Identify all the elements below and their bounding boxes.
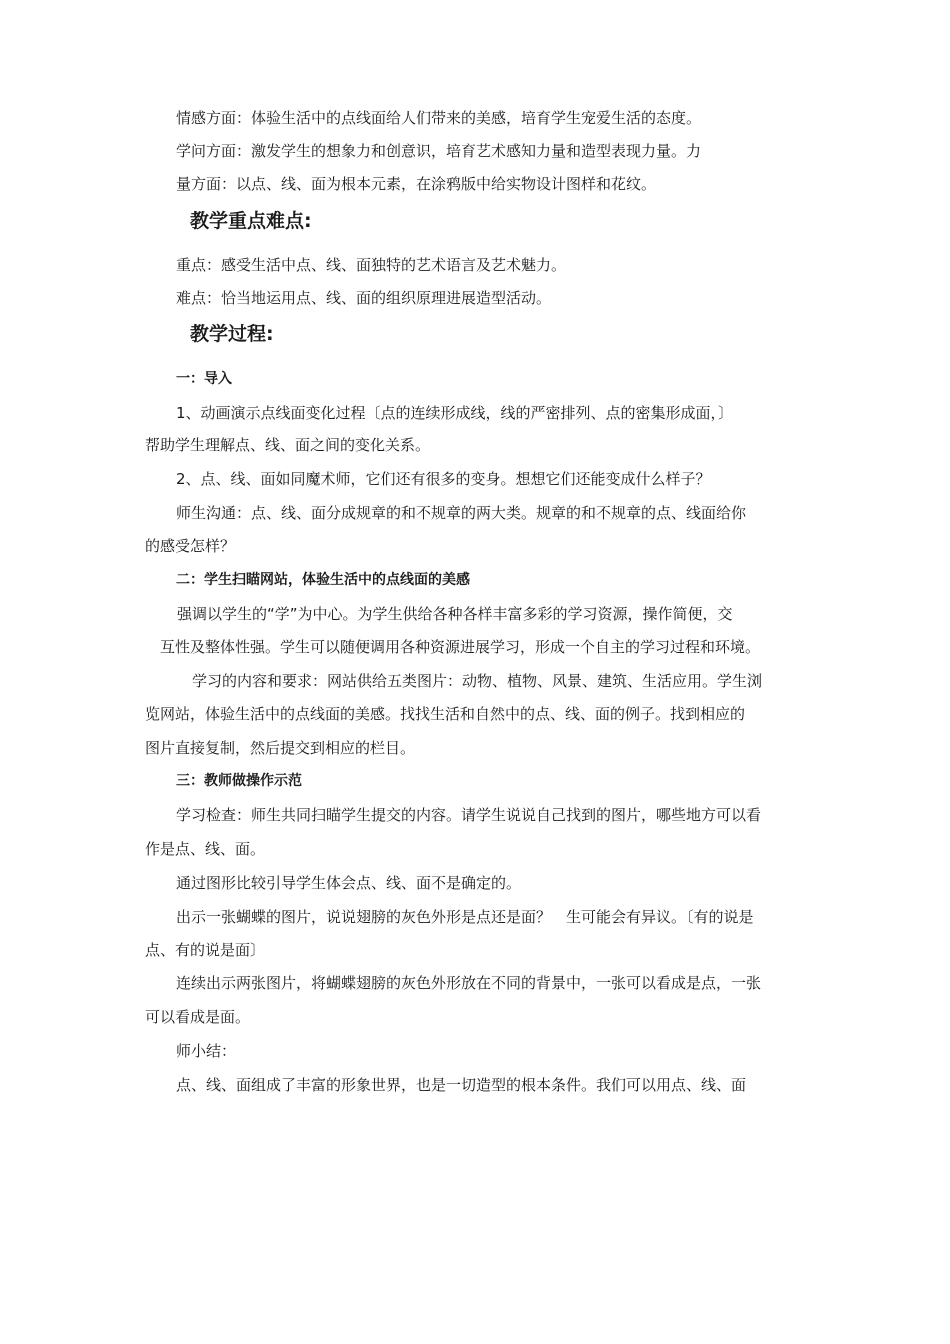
key-points-heading: 教学重点难点: — [190, 210, 312, 232]
section-3-paragraph-1: 学习检查：师生共同扫瞄学生提交的内容。请学生说说自己找到的图片，哪些地方可以看 — [176, 806, 762, 824]
objective-emotion: 情感方面：体验生活中的点线面给人们带来的美感，培育学生宠爱生活的态度。 — [176, 109, 702, 127]
section-3-paragraph-4-cont: 可以看成是面。 — [145, 1008, 251, 1026]
process-heading: 教学过程: — [190, 323, 274, 345]
section-1-title: 一：导入 — [176, 371, 232, 387]
section-3-title: 三：教师做操作示范 — [176, 773, 302, 789]
section-3-paragraph-3-cont: 点、有的说是面〕 — [145, 941, 266, 959]
objective-knowledge: 学问方面：激发学生的想象力和创意识，培育艺术感知力量和造型表现力量。力 — [176, 142, 702, 160]
section-3-paragraph-4: 连续出示两张图片，将蝴蝶翅膀的灰色外形放在不同的背景中，一张可以看成是点，一张 — [176, 974, 762, 992]
section-3-paragraph-1-cont: 作是点、线、面。 — [145, 840, 266, 858]
section-3-paragraph-2: 通过图形比较引导学生体会点、线、面不是确定的。 — [176, 874, 522, 892]
section-2-paragraph-2-cont-1: 览网站，体验生活中的点线面的美感。找找生活和自然中的点、线、面的例子。找到相应的 — [145, 705, 746, 723]
section-2-paragraph-2: 学习的内容和要求：网站供给五类图片：动物、植物、风景、建筑、生活应用。学生浏 — [192, 672, 763, 690]
section-1-paragraph-1: 1、动画演示点线面变化过程〔点的连续形成线，线的严密排列、点的密集形成面，〕 — [176, 404, 734, 422]
section-1-paragraph-2: 2、点、线、面如同魔术师，它们还有很多的变身。想想它们还能变成什么样子？ — [176, 470, 711, 488]
section-2-paragraph-1-cont: 互性及整体性强。学生可以随便调用各种资源进展学习，形成一个自主的学习过程和环境。 — [160, 638, 761, 656]
section-1-paragraph-3-cont: 的感受怎样？ — [145, 537, 236, 555]
objective-ability: 量方面：以点、线、面为根本元素，在涂鸦版中给实物设计图样和花纹。 — [176, 175, 657, 193]
section-3-summary-label: 师小结： — [176, 1042, 237, 1060]
key-point-difficulty: 难点：恰当地运用点、线、面的组织原理进展造型活动。 — [176, 289, 552, 307]
section-1-paragraph-1-cont: 帮助学生理解点、线、面之间的变化关系。 — [145, 436, 431, 454]
section-1-paragraph-3: 师生沟通：点、线、面分成规章的和不规章的两大类。规章的和不规章的点、线面给你 — [176, 504, 747, 522]
section-2-paragraph-2-cont-2: 图片直接复制，然后提交到相应的栏目。 — [145, 739, 416, 757]
section-3-paragraph-3: 出示一张蝴蝶的图片，说说翅膀的灰色外形是点还是面？ 生可能会有异议。〔有的说是 — [176, 908, 754, 926]
section-2-title: 二：学生扫瞄网站，体验生活中的点线面的美感 — [176, 572, 470, 588]
key-point-focus: 重点：感受生活中点、线、面独特的艺术语言及艺术魅力。 — [176, 256, 567, 274]
section-2-paragraph-1: 强调以学生的“学”为中心。为学生供给各种各样丰富多彩的学习资源，操作简便，交 — [177, 605, 733, 623]
section-3-summary-text: 点、线、面组成了丰富的形象世界，也是一切造型的根本条件。我们可以用点、线、面 — [176, 1076, 747, 1094]
